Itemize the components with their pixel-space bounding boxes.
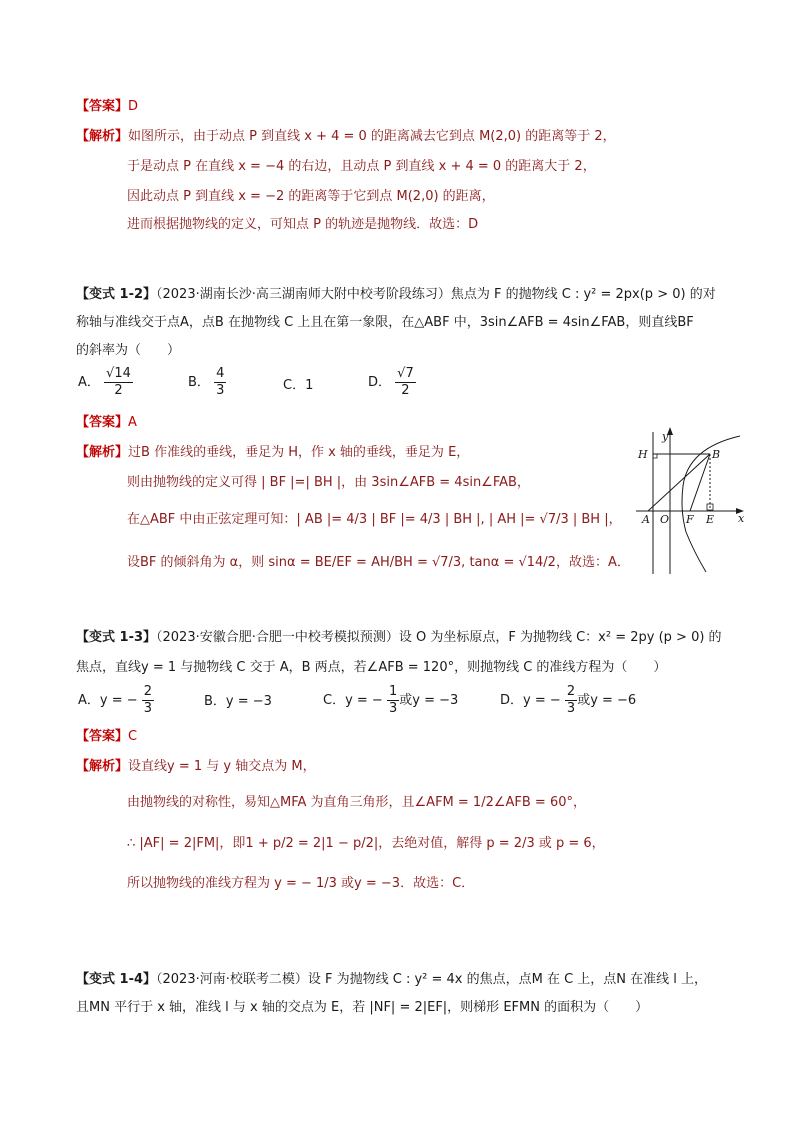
analysis-line: 因此动点 P 到直线 x = −2 的距离等于它到点 M(2,0) 的距离， <box>127 189 495 204</box>
parabola-figure <box>628 424 754 576</box>
analysis-row-1-1 <box>76 127 616 147</box>
answer-value: C <box>128 729 138 744</box>
option-label: A． <box>78 375 100 390</box>
analysis-row-1-2 <box>76 443 469 463</box>
option-d <box>368 366 416 399</box>
denominator: 2 <box>114 383 123 398</box>
answer-tag: 【答案】 <box>76 99 129 114</box>
option-label: B． <box>204 694 226 709</box>
option-label: C． <box>283 378 306 393</box>
option-text: y = − <box>523 693 561 708</box>
stem-line: 的斜率为（ ） <box>76 343 181 358</box>
label-y: y <box>662 430 669 443</box>
denominator: 3 <box>143 701 153 716</box>
right-angle-mark <box>653 454 657 458</box>
denominator: 2 <box>401 383 410 398</box>
option-b <box>204 692 272 712</box>
analysis-line: 于是动点 P 在直线 x = −4 的右边，且动点 P 到直线 x + 4 = 0 的距离大于 2， <box>127 159 596 174</box>
fraction <box>142 684 154 717</box>
analysis-line: 进而根据抛物线的定义，可知点 P 的轨迹是抛物线．故选：D <box>127 217 479 232</box>
denominator: 3 <box>388 701 398 716</box>
label-o: O <box>660 513 670 526</box>
option-text: 1 <box>305 378 314 393</box>
answer-value: A <box>128 415 137 430</box>
fraction <box>214 366 226 399</box>
answer-row-1-2 <box>76 413 137 433</box>
option-a <box>78 366 133 399</box>
option-c <box>323 684 458 717</box>
denominator: 3 <box>566 701 576 716</box>
numerator: √7 <box>397 366 414 381</box>
stem-line: （2023·湖南长沙·高三湖南师大附中校考阶段练习）焦点为 F 的抛物线 C : y² = 2px(p > 0) 的对 <box>156 287 716 302</box>
analysis-line: 设BF 的倾斜角为 α，则 sinα = BE/EF = AH/BH = √7/3, tanα = √14/2，故选：A． <box>127 555 630 570</box>
numerator: 4 <box>216 366 225 381</box>
numerator: 2 <box>566 684 576 699</box>
question-tag: 【变式 1-2】 <box>76 287 157 302</box>
fraction <box>387 684 399 717</box>
label-f: F <box>686 513 694 526</box>
option-a <box>78 684 154 717</box>
option-text: 或y = −3 <box>399 693 459 708</box>
answer-tag: 【答案】 <box>76 415 129 430</box>
label-a: A <box>642 513 650 526</box>
stem-line: 且MN 平行于 x 轴，准线 l 与 x 轴的交点为 E，若 |NF| = 2|EF|，则梯形 EFMN 的面积为（ ） <box>76 1000 649 1015</box>
question-stem-1-3 <box>76 628 722 648</box>
label-h: H <box>638 448 648 461</box>
analysis-line: 则由抛物线的定义可得 | BF |=| BH |，由 3sin∠AFB = 4sin∠FAB， <box>127 475 530 490</box>
question-tag: 【变式 1-4】 <box>76 972 157 987</box>
question-tag: 【变式 1-3】 <box>76 630 157 645</box>
option-label: D． <box>368 375 392 390</box>
option-c <box>283 376 313 396</box>
analysis-line: 设直线y = 1 与 y 轴交点为 M， <box>128 759 316 774</box>
option-text: 或y = −6 <box>577 693 637 708</box>
question-stem-1-2 <box>76 285 716 305</box>
analysis-line: 过B 作准线的垂线，垂足为 H，作 x 轴的垂线，垂足为 E， <box>128 445 470 460</box>
stem-line: 称轴与准线交于点A，点B 在抛物线 C 上且在第一象限，在△ABF 中，3sin∠AFB = 4sin∠FAB，则直线BF <box>76 315 694 330</box>
label-x: x <box>738 512 745 525</box>
analysis-line: 如图所示，由于动点 P 到直线 x + 4 = 0 的距离减去它到点 M(2,0) 的距离等于 2， <box>128 129 616 144</box>
stem-line: 焦点，直线y = 1 与抛物线 C 交于 A，B 两点，若∠AFB = 120°，则抛物线 C 的准线方程为（ ） <box>76 660 667 675</box>
analysis-line: 在△ABF 中由正弦定理可知：| AB |= 4/3 | BF |= 4/3 | BH |, | AH |= √7/3 | BH |， <box>127 512 622 527</box>
option-text: y = − <box>99 693 138 708</box>
option-label: C． <box>323 693 346 708</box>
option-label: D． <box>500 693 524 708</box>
fraction <box>395 366 416 399</box>
answer-tag: 【答案】 <box>76 729 129 744</box>
analysis-line: ∴ |AF| = 2|FM|，即1 + p/2 = 2|1 − p/2|，去绝对值，解得 p = 2/3 或 p = 6， <box>127 836 605 851</box>
answer-row-1-3 <box>76 727 137 747</box>
analysis-line: 所以抛物线的准线方程为 y = − 1/3 或y = −3．故选：C． <box>127 876 475 891</box>
numerator: √14 <box>106 366 131 381</box>
analysis-line: 由抛物线的对称性，易知△MFA 为直角三角形，且∠AFM = 1/2∠AFB = 60°， <box>127 795 586 810</box>
option-d <box>500 684 636 717</box>
numerator: 2 <box>143 684 153 699</box>
fraction <box>104 366 133 399</box>
answer-value: D <box>128 99 139 114</box>
analysis-tag: 【解析】 <box>76 129 129 144</box>
stem-line: （2023·安徽合肥·合肥一中校考模拟预测）设 O 为坐标原点，F 为抛物线 C：x² = 2py (p > 0) 的 <box>156 630 722 645</box>
analysis-row-1-3 <box>76 757 316 777</box>
numerator: 1 <box>388 684 398 699</box>
stem-line: （2023·河南·校联考二模）设 F 为抛物线 C : y² = 4x 的焦点，点M 在 C 上，点N 在准线 l 上， <box>156 972 708 987</box>
option-text: y = −3 <box>225 694 272 709</box>
label-e: E <box>706 513 715 526</box>
analysis-tag: 【解析】 <box>76 759 129 774</box>
option-label: B． <box>188 375 210 390</box>
label-b: B <box>712 448 721 461</box>
fraction <box>565 684 577 717</box>
answer-row-1-1 <box>76 97 138 117</box>
option-label: A． <box>78 693 100 708</box>
analysis-tag: 【解析】 <box>76 445 129 460</box>
denominator: 3 <box>216 383 225 398</box>
option-text: y = − <box>345 693 383 708</box>
option-b <box>188 366 226 399</box>
segment-ab <box>648 454 710 511</box>
question-stem-1-4 <box>76 970 707 990</box>
